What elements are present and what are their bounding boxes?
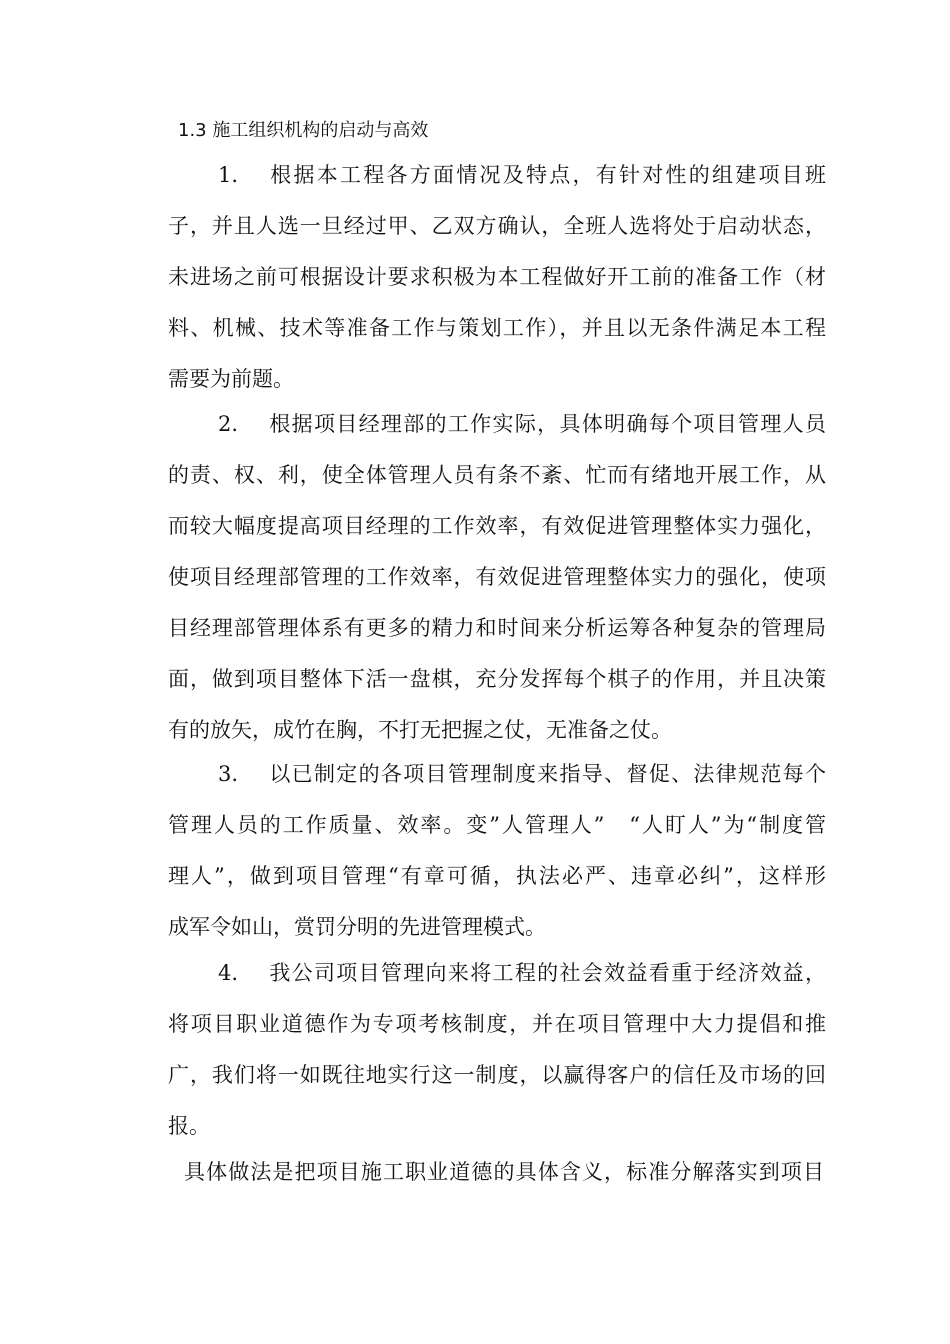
paragraph-1 (168, 150, 826, 405)
paragraph-line: 有的放矢，成竹在胸，不打无把握之仗，无准备之仗。 (168, 718, 672, 742)
paragraph-line: 理人”，做到项目管理“有章可循，执法必严、违章必纠”，这样形 (168, 864, 826, 888)
paragraph-4 (168, 948, 826, 1152)
paragraph-line: 2. 根据项目经理部的工作实际，具体明确每个项目管理人员 (168, 399, 826, 450)
closing-paragraph (184, 1147, 824, 1198)
paragraph-number: 4. (218, 961, 239, 985)
paragraph-line: 4. 我公司项目管理向来将工程的社会效益看重于经济效益， (168, 948, 826, 999)
paragraph-line: 具体做法是把项目施工职业道德的具体含义，标准分解落实到项目 (184, 1160, 824, 1184)
paragraph-number: 1. (218, 163, 239, 187)
paragraph-line: 报。 (168, 1114, 210, 1138)
paragraph-line: 子，并且人选一旦经过甲、乙双方确认，全班人选将处于启动状态， (168, 214, 826, 238)
paragraph-line: 广，我们将一如既往地实行这一制度，以赢得客户的信任及市场的回 (168, 1063, 826, 1087)
paragraph-line: 未进场之前可根据设计要求积极为本工程做好开工前的准备工作（材 (168, 265, 826, 289)
paragraph-line: 料、机械、技术等准备工作与策划工作），并且以无条件满足本工程 (168, 316, 826, 340)
paragraph-line: 将项目职业道德作为专项考核制度，并在项目管理中大力提倡和推 (168, 1012, 826, 1036)
paragraph-number: 2. (218, 412, 239, 436)
paragraph-2 (168, 399, 826, 756)
paragraph-line: 的责、权、利，使全体管理人员有条不紊、忙而有绪地开展工作，从 (168, 463, 826, 487)
section-heading: 1.3 施工组织机构的启动与高效 (178, 120, 429, 141)
paragraph-line: 管理人员的工作质量、效率。变”人管理人” “人盯人”为“制度管 (168, 813, 826, 837)
paragraph-3 (168, 749, 826, 953)
paragraph-number: 3. (218, 762, 239, 786)
paragraph-line: 成军令如山，赏罚分明的先进管理模式。 (168, 915, 546, 939)
paragraph-line: 3. 以已制定的各项目管理制度来指导、督促、法律规范每个 (168, 749, 826, 800)
paragraph-line: 而较大幅度提高项目经理的工作效率，有效促进管理整体实力强化， (168, 514, 826, 538)
paragraph-line: 目经理部管理体系有更多的精力和时间来分析运筹各种复杂的管理局 (168, 616, 826, 640)
paragraph-line: 需要为前题。 (168, 367, 294, 391)
paragraph-line: 1. 根据本工程各方面情况及特点，有针对性的组建项目班 (168, 150, 826, 201)
paragraph-line: 面，做到项目整体下活一盘棋，充分发挥每个棋子的作用，并且决策 (168, 667, 826, 691)
paragraph-line: 使项目经理部管理的工作效率，有效促进管理整体实力的强化，使项 (168, 565, 826, 589)
